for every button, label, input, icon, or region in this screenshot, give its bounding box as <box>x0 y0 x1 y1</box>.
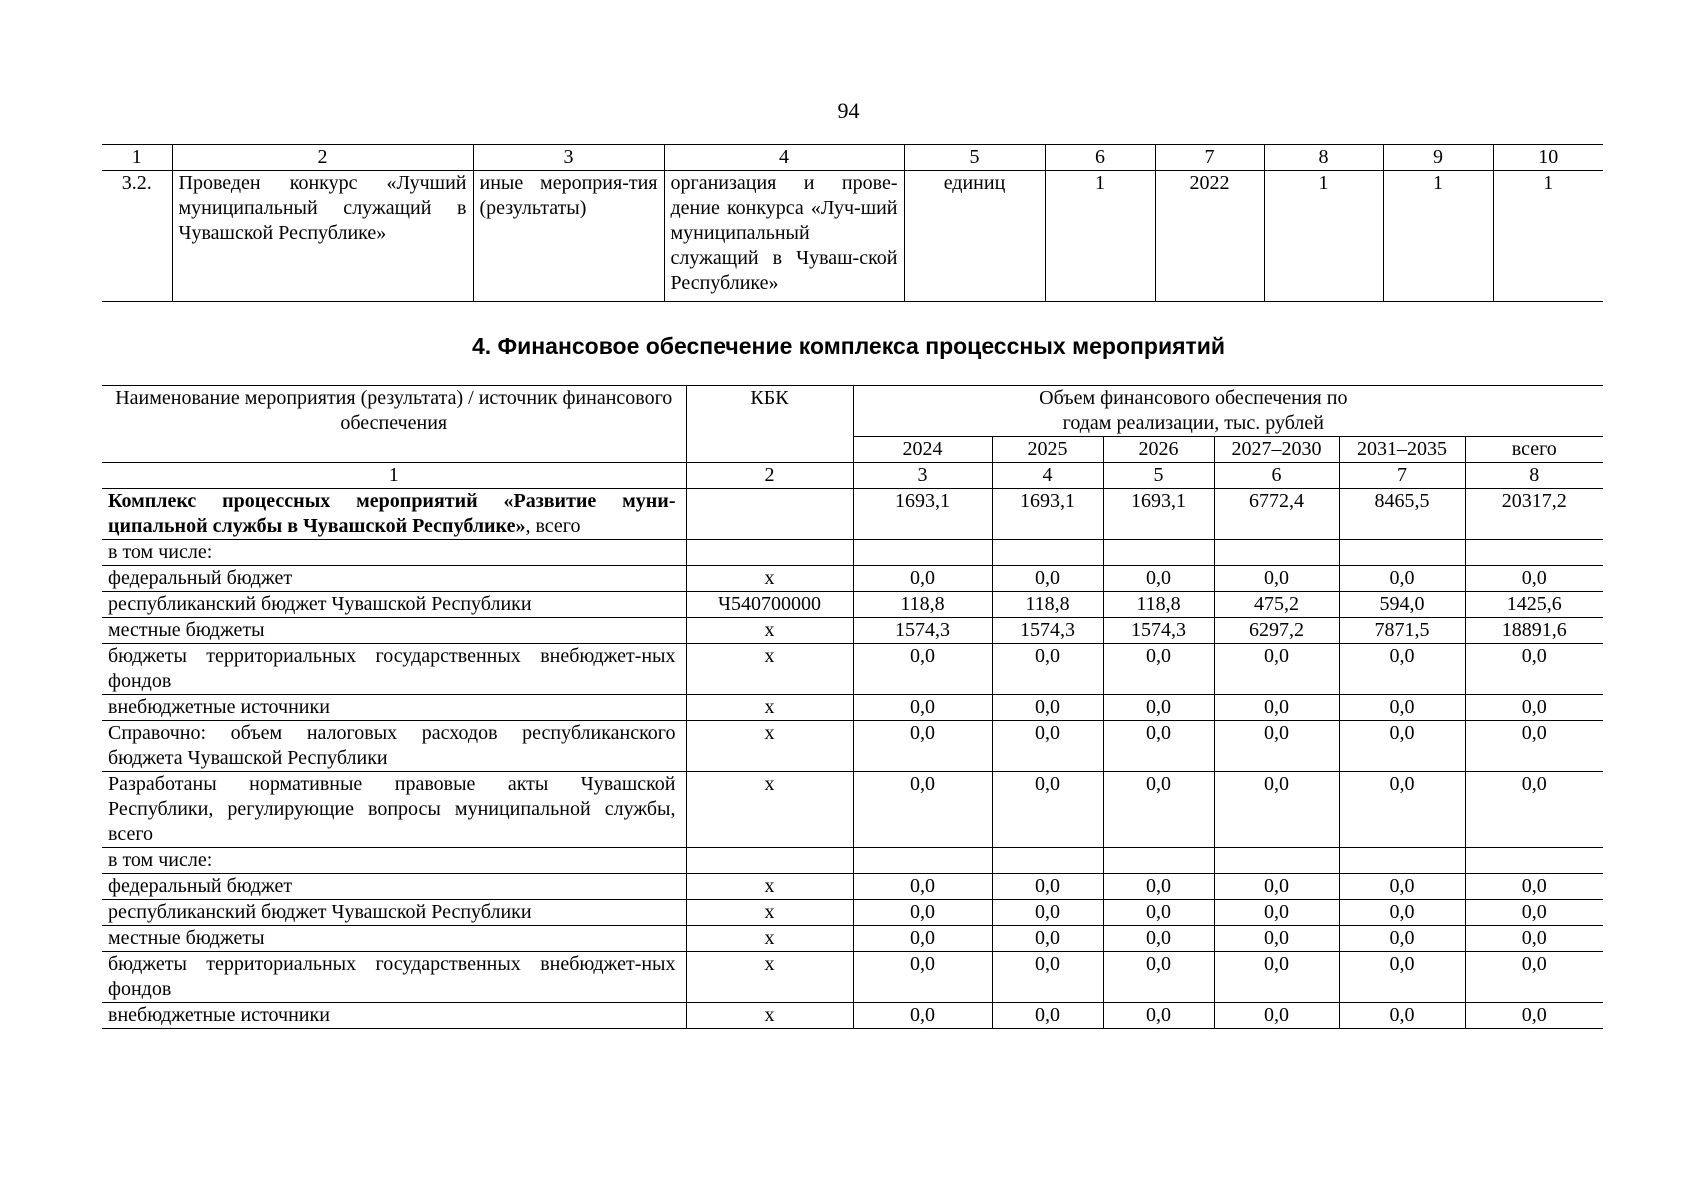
table-row <box>102 695 1603 721</box>
column-number: 3 <box>473 145 664 171</box>
value-cell: 0,0 <box>1465 1003 1603 1029</box>
value-cell: 0,0 <box>1465 926 1603 952</box>
financing-header-row <box>102 386 1603 437</box>
header-kbk: КБК <box>686 386 853 463</box>
kbk-cell: х <box>686 695 853 721</box>
column-number: 8 <box>1264 145 1383 171</box>
value-cell: 1693,1 <box>1103 489 1214 540</box>
result-name: Проведен конкурс «Лучший муниципальный служащий в Чувашской Республике» <box>172 171 473 302</box>
table-row <box>102 1003 1603 1029</box>
indicators-table <box>102 144 1603 302</box>
value-cell: 1 <box>1264 171 1383 302</box>
kbk-cell: х <box>686 874 853 900</box>
value-cell: 0,0 <box>1214 926 1339 952</box>
value-cell <box>992 848 1103 874</box>
kbk-cell <box>686 540 853 566</box>
row-name: в том числе: <box>102 848 686 874</box>
row-name: бюджеты территориальных государственных внебюджет-ных фондов <box>102 952 686 1003</box>
table-row <box>102 721 1603 772</box>
table-row <box>102 952 1603 1003</box>
value-cell: 0,0 <box>992 1003 1103 1029</box>
value-cell: 0,0 <box>1214 1003 1339 1029</box>
header-volume: Объем финансового обеспечения по годам реализации, тыс. рублей <box>853 386 1603 437</box>
value-cell: 1 <box>1383 171 1493 302</box>
value-cell: 0,0 <box>853 566 992 592</box>
table-row <box>102 489 1603 540</box>
value-cell: 118,8 <box>992 592 1103 618</box>
value-cell: 0,0 <box>1339 566 1465 592</box>
column-number: 1 <box>102 463 686 489</box>
value-cell: 0,0 <box>1214 900 1339 926</box>
column-number: 9 <box>1383 145 1493 171</box>
financing-table <box>102 385 1603 1029</box>
row-name: республиканский бюджет Чувашской Республики <box>102 900 686 926</box>
value-cell: 0,0 <box>1103 952 1214 1003</box>
row-name: местные бюджеты <box>102 926 686 952</box>
value-cell: 0,0 <box>1103 695 1214 721</box>
value-cell: 0,0 <box>1103 721 1214 772</box>
kbk-cell: х <box>686 926 853 952</box>
value-cell: 0,0 <box>1339 952 1465 1003</box>
value-cell: 20317,2 <box>1465 489 1603 540</box>
table-row <box>102 874 1603 900</box>
column-number: 7 <box>1339 463 1465 489</box>
value-cell <box>1214 540 1339 566</box>
column-number: 5 <box>1103 463 1214 489</box>
value-cell: 0,0 <box>1339 721 1465 772</box>
value-cell <box>1339 540 1465 566</box>
value-cell: 0,0 <box>853 926 992 952</box>
table-row <box>102 644 1603 695</box>
value-cell: 0,0 <box>992 695 1103 721</box>
value-cell: 0,0 <box>853 900 992 926</box>
value-cell: 0,0 <box>1339 926 1465 952</box>
page-number: 94 <box>837 98 860 123</box>
value-cell: 0,0 <box>992 952 1103 1003</box>
row-name: местные бюджеты <box>102 618 686 644</box>
row-name: внебюджетные источники <box>102 1003 686 1029</box>
kbk-cell: х <box>686 952 853 1003</box>
column-number: 4 <box>664 145 904 171</box>
value-cell: 594,0 <box>1339 592 1465 618</box>
kbk-cell: х <box>686 566 853 592</box>
value-cell: 0,0 <box>1103 926 1214 952</box>
table-row <box>102 926 1603 952</box>
value-cell: 0,0 <box>1465 952 1603 1003</box>
table-row <box>102 848 1603 874</box>
value-cell: 0,0 <box>992 721 1103 772</box>
table-row <box>102 566 1603 592</box>
column-numbers-row <box>102 463 1603 489</box>
column-number: 3 <box>853 463 992 489</box>
value-cell: 0,0 <box>1103 772 1214 848</box>
value-cell: 0,0 <box>992 926 1103 952</box>
header-year: 2031–2035 <box>1339 437 1465 463</box>
result-description: организация и прове-дение конкурса «Луч-ший муниципальный служащий в Чуваш-ской Республике» <box>664 171 904 302</box>
result-type: иные мероприя-тия (результаты) <box>473 171 664 302</box>
value-cell: 1 <box>1493 171 1603 302</box>
kbk-cell: х <box>686 644 853 695</box>
value-cell: 0,0 <box>1214 874 1339 900</box>
indicators-header-row <box>102 145 1603 171</box>
row-name: внебюджетные источники <box>102 695 686 721</box>
value-cell: 1574,3 <box>1103 618 1214 644</box>
value-cell: 0,0 <box>1103 900 1214 926</box>
header-year: 2027–2030 <box>1214 437 1339 463</box>
kbk-cell <box>686 848 853 874</box>
value-cell: 0,0 <box>1339 1003 1465 1029</box>
kbk-cell: х <box>686 721 853 772</box>
column-number: 7 <box>1155 145 1264 171</box>
value-cell: 0,0 <box>853 772 992 848</box>
value-cell: 0,0 <box>1214 644 1339 695</box>
value-cell: 0,0 <box>853 952 992 1003</box>
unit: единиц <box>904 171 1045 302</box>
row-name: Разработаны нормативные правовые акты Чувашской Республики, регулирующие вопросы муниципальной службы, всего <box>102 772 686 848</box>
value-cell: 0,0 <box>853 721 992 772</box>
row-name <box>102 489 686 540</box>
header-year: 2025 <box>992 437 1103 463</box>
row-name-tail: , всего <box>525 515 581 537</box>
value-cell: 6297,2 <box>1214 618 1339 644</box>
value-cell: 0,0 <box>1214 952 1339 1003</box>
header-total: всего <box>1465 437 1603 463</box>
kbk-cell: Ч540700000 <box>686 592 853 618</box>
value-cell: 1574,3 <box>992 618 1103 644</box>
column-number: 2 <box>172 145 473 171</box>
value-cell: 7871,5 <box>1339 618 1465 644</box>
value-cell: 0,0 <box>1103 644 1214 695</box>
column-number: 1 <box>102 145 172 171</box>
value-cell: 0,0 <box>1339 772 1465 848</box>
column-number: 4 <box>992 463 1103 489</box>
row-name: Справочно: объем налоговых расходов республиканского бюджета Чувашской Республики <box>102 721 686 772</box>
table-row <box>102 772 1603 848</box>
value-cell: 0,0 <box>1465 874 1603 900</box>
section-title: 4. Финансовое обеспечение комплекса процессных мероприятий <box>471 333 1226 359</box>
row-name: федеральный бюджет <box>102 566 686 592</box>
value-cell: 0,0 <box>992 566 1103 592</box>
value-cell: 0,0 <box>1103 1003 1214 1029</box>
base-value: 1 <box>1045 171 1155 302</box>
value-cell: 0,0 <box>1465 900 1603 926</box>
kbk-cell <box>686 489 853 540</box>
value-cell: 0,0 <box>992 900 1103 926</box>
value-cell: 6772,4 <box>1214 489 1339 540</box>
value-cell: 0,0 <box>1214 695 1339 721</box>
value-cell: 0,0 <box>992 644 1103 695</box>
value-cell: 0,0 <box>853 874 992 900</box>
column-number: 8 <box>1465 463 1603 489</box>
value-cell: 0,0 <box>1339 900 1465 926</box>
value-cell: 0,0 <box>853 1003 992 1029</box>
header-year: 2024 <box>853 437 992 463</box>
value-cell: 0,0 <box>1465 772 1603 848</box>
value-cell: 8465,5 <box>1339 489 1465 540</box>
value-cell <box>853 540 992 566</box>
value-cell: 118,8 <box>853 592 992 618</box>
value-cell: 118,8 <box>1103 592 1214 618</box>
value-cell: 0,0 <box>1465 695 1603 721</box>
row-number: 3.2. <box>102 171 172 302</box>
value-cell: 0,0 <box>992 874 1103 900</box>
row-name-bold: Комплекс процессных мероприятий «Развитие муни-ципальной службы в Чувашской Республике» <box>108 490 676 537</box>
kbk-cell: х <box>686 772 853 848</box>
table-row <box>102 900 1603 926</box>
value-cell <box>992 540 1103 566</box>
table-row <box>102 540 1603 566</box>
header-name: Наименование мероприятия (результата) / источник финансового обеспечения <box>102 386 686 463</box>
value-cell: 0,0 <box>1214 772 1339 848</box>
value-cell: 0,0 <box>1214 721 1339 772</box>
value-cell: 0,0 <box>1339 644 1465 695</box>
value-cell: 0,0 <box>992 772 1103 848</box>
value-cell: 0,0 <box>853 695 992 721</box>
value-cell <box>1103 848 1214 874</box>
row-name: федеральный бюджет <box>102 874 686 900</box>
kbk-cell: х <box>686 900 853 926</box>
value-cell: 0,0 <box>1465 566 1603 592</box>
value-cell <box>1103 540 1214 566</box>
value-cell <box>853 848 992 874</box>
column-number: 10 <box>1493 145 1603 171</box>
value-cell <box>1465 848 1603 874</box>
value-cell: 0,0 <box>1339 874 1465 900</box>
value-cell: 1693,1 <box>992 489 1103 540</box>
value-cell: 0,0 <box>1339 695 1465 721</box>
value-cell <box>1465 540 1603 566</box>
value-cell: 0,0 <box>853 644 992 695</box>
value-cell: 475,2 <box>1214 592 1339 618</box>
table-row <box>102 592 1603 618</box>
row-name: бюджеты территориальных государственных внебюджет-ных фондов <box>102 644 686 695</box>
header-year: 2026 <box>1103 437 1214 463</box>
row-name: республиканский бюджет Чувашской Республики <box>102 592 686 618</box>
value-cell: 0,0 <box>1465 721 1603 772</box>
kbk-cell: х <box>686 1003 853 1029</box>
value-cell <box>1214 848 1339 874</box>
column-number: 6 <box>1214 463 1339 489</box>
table-row <box>102 618 1603 644</box>
row-name: в том числе: <box>102 540 686 566</box>
value-cell <box>1339 848 1465 874</box>
value-cell: 1693,1 <box>853 489 992 540</box>
column-number: 5 <box>904 145 1045 171</box>
base-year: 2022 <box>1155 171 1264 302</box>
value-cell: 0,0 <box>1103 874 1214 900</box>
value-cell: 1574,3 <box>853 618 992 644</box>
value-cell: 0,0 <box>1465 644 1603 695</box>
column-number: 6 <box>1045 145 1155 171</box>
table-row <box>102 171 1603 302</box>
kbk-cell: х <box>686 618 853 644</box>
value-cell: 0,0 <box>1214 566 1339 592</box>
value-cell: 1425,6 <box>1465 592 1603 618</box>
column-number: 2 <box>686 463 853 489</box>
value-cell: 0,0 <box>1103 566 1214 592</box>
value-cell: 18891,6 <box>1465 618 1603 644</box>
